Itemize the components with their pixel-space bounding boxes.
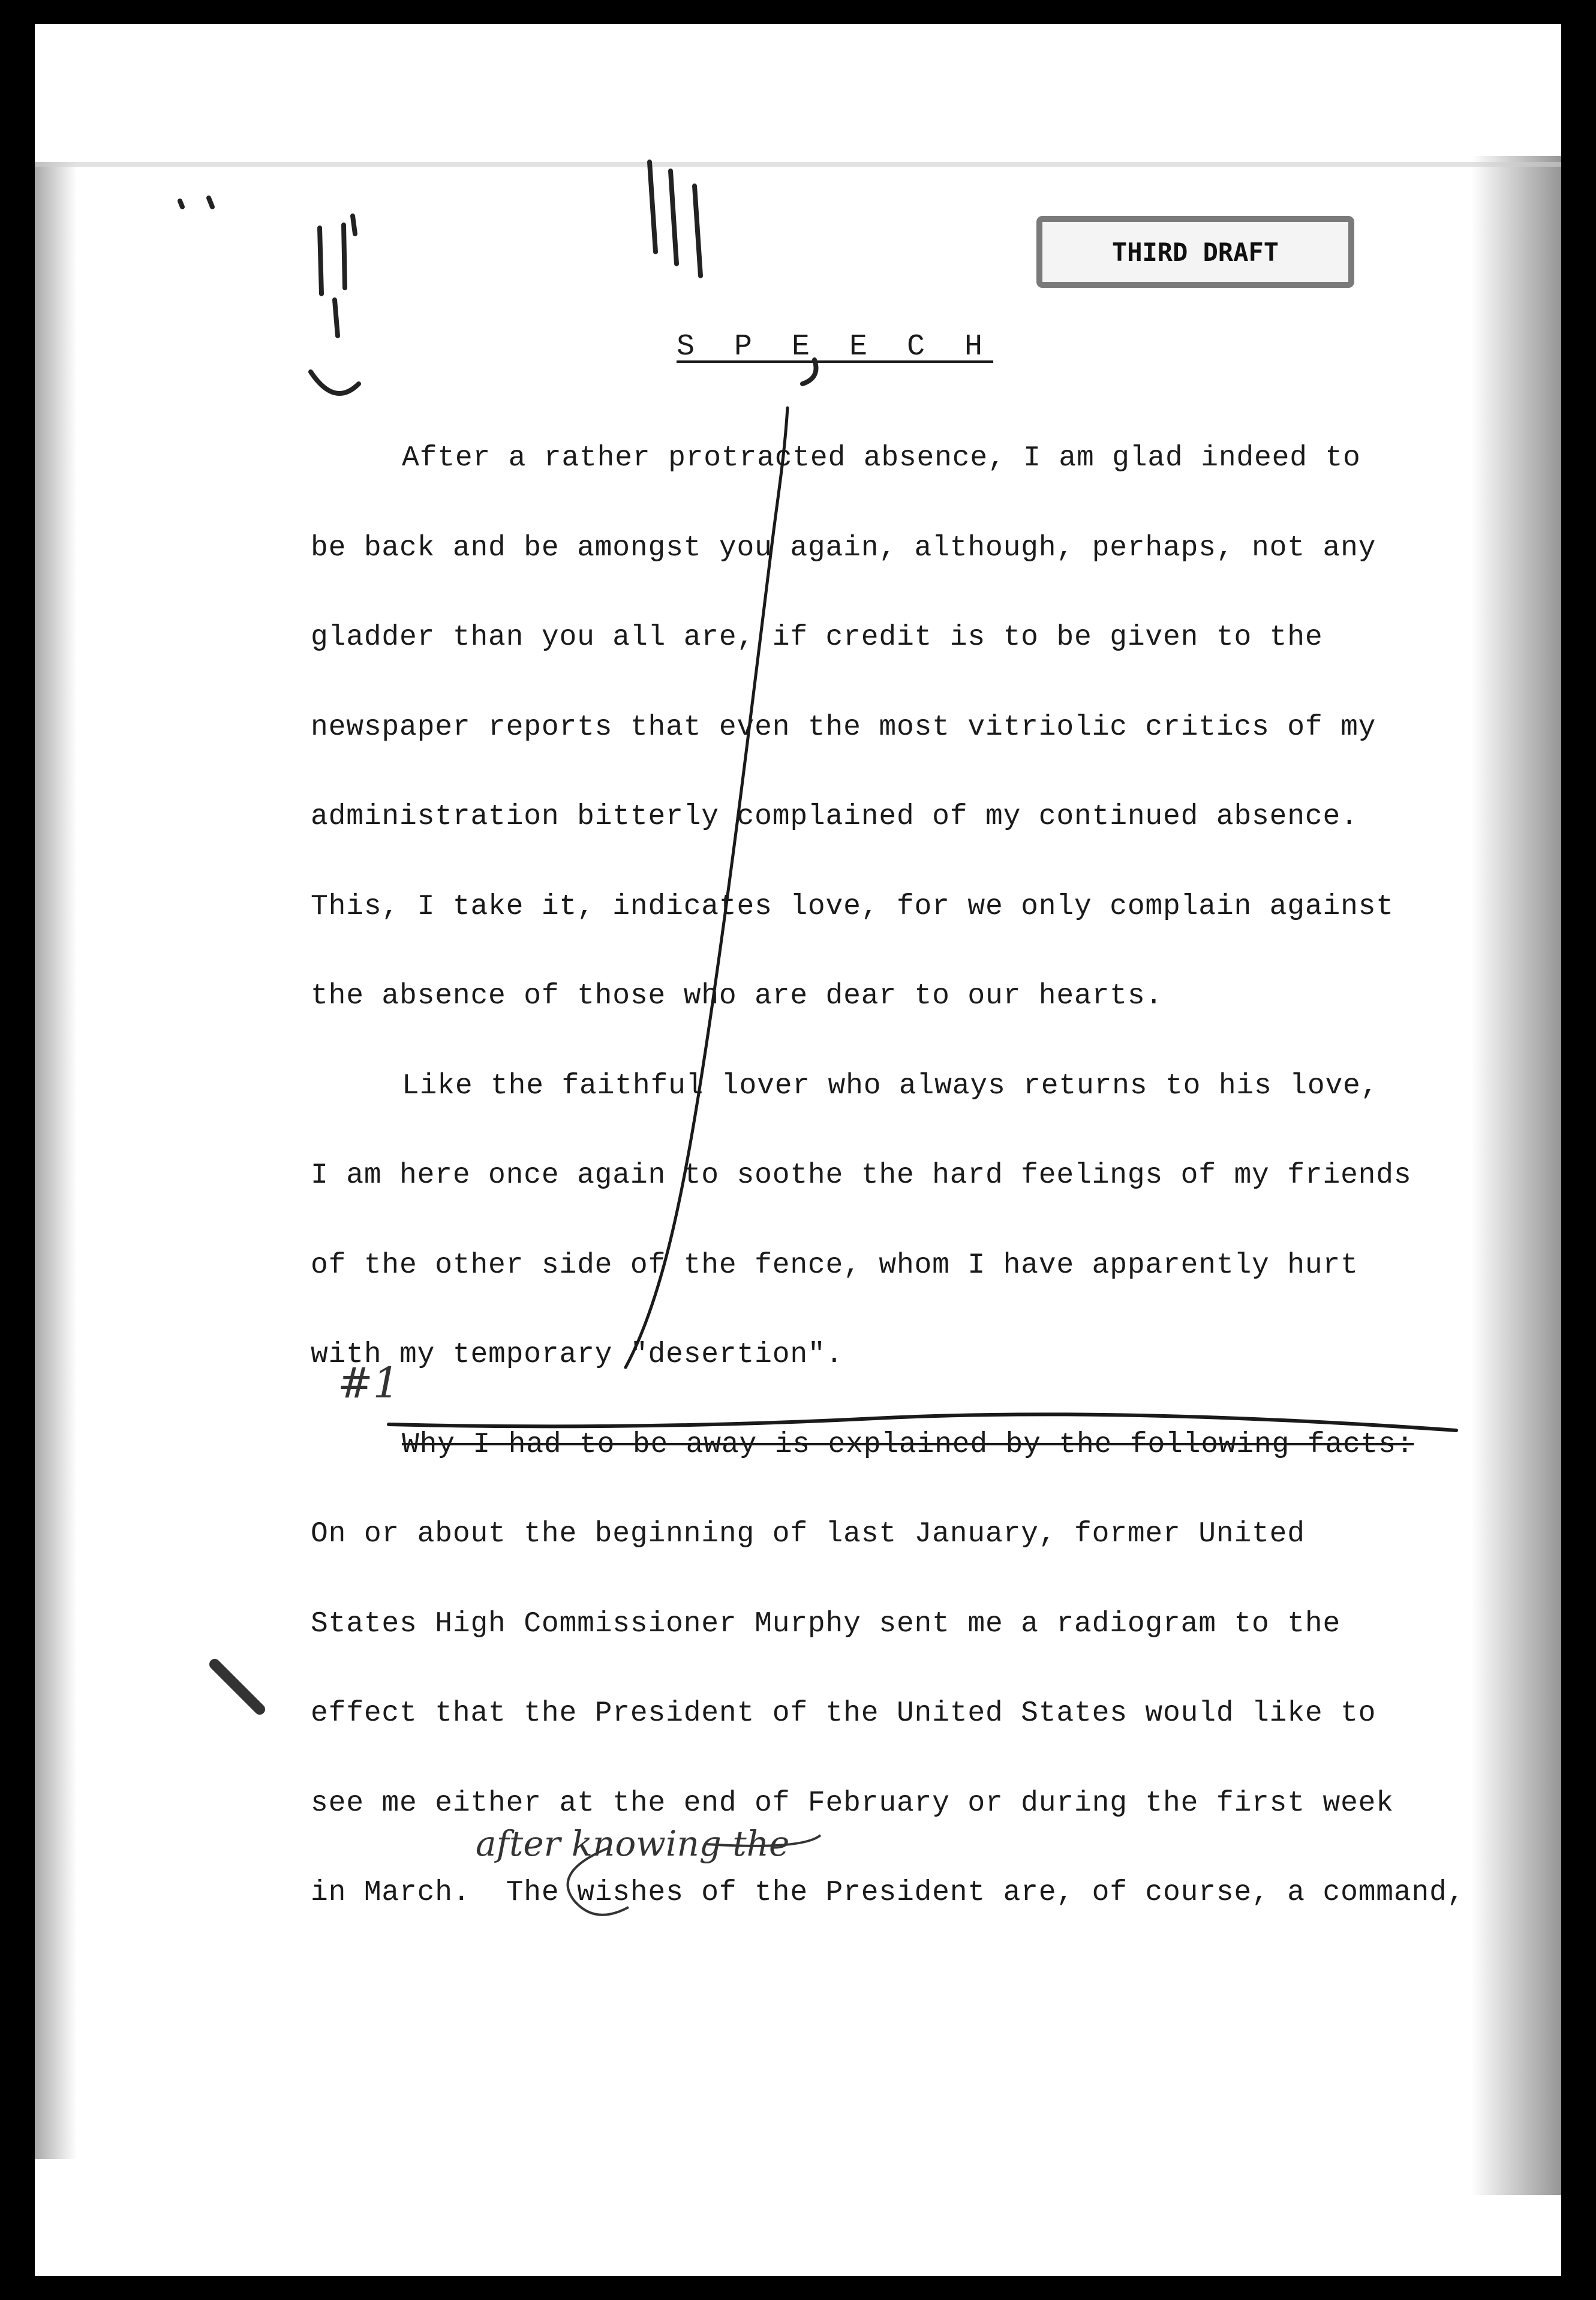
text-line: effect that the President of the United States would like to <box>311 1697 1376 1730</box>
text-line: with my temporary "desertion". <box>311 1339 844 1371</box>
text-line: States High Commissioner Murphy sent me a radiogram to the <box>311 1607 1341 1640</box>
handwritten-section-mark: #1 <box>338 1358 400 1408</box>
struck-line: Why I had to be away is explained by the following facts: <box>402 1428 1414 1461</box>
text-line: On or about the beginning of last January, former United <box>311 1518 1305 1550</box>
page-title: S P E E C H <box>677 330 994 364</box>
text-line: newspaper reports that even the most vitriolic critics of my <box>311 711 1376 744</box>
text-line: gladder than you all are, if credit is to be given to the <box>311 621 1323 654</box>
text-line: After a rather protracted absence, I am glad indeed to <box>402 442 1361 474</box>
handwritten-marks <box>35 24 1561 2276</box>
strike-line <box>389 1414 1456 1430</box>
text-line: see me either at the end of February or during the first week <box>311 1787 1394 1820</box>
text-line: This, I take it, indicates love, for we only complain against <box>311 890 1394 923</box>
insertion-underline <box>707 1835 820 1846</box>
text-line: the absence of those who are dear to our hearts. <box>311 980 1164 1012</box>
insertion-bracket <box>568 1847 629 1915</box>
handwritten-insertion: after knowing the <box>476 1823 790 1864</box>
text-line: I am here once again to soothe the hard feelings of my friends <box>311 1159 1412 1192</box>
text-line: be back and be amongst you again, although, perhaps, not any <box>311 531 1376 564</box>
draft-stamp-label: THIRD DRAFT <box>1111 237 1279 267</box>
text-line: of the other side of the fence, whom I have apparently hurt <box>311 1249 1358 1282</box>
text-line: administration bitterly complained of my continued absence. <box>311 801 1358 833</box>
margin-vertical-stroke <box>626 408 788 1367</box>
margin-dash <box>215 1664 260 1709</box>
document-page <box>35 24 1561 2276</box>
text-line: Like the faithful lover who always returns to his love, <box>402 1069 1379 1102</box>
text-line: in March. The wishes of the President are, of course, a command, <box>311 1877 1465 1909</box>
